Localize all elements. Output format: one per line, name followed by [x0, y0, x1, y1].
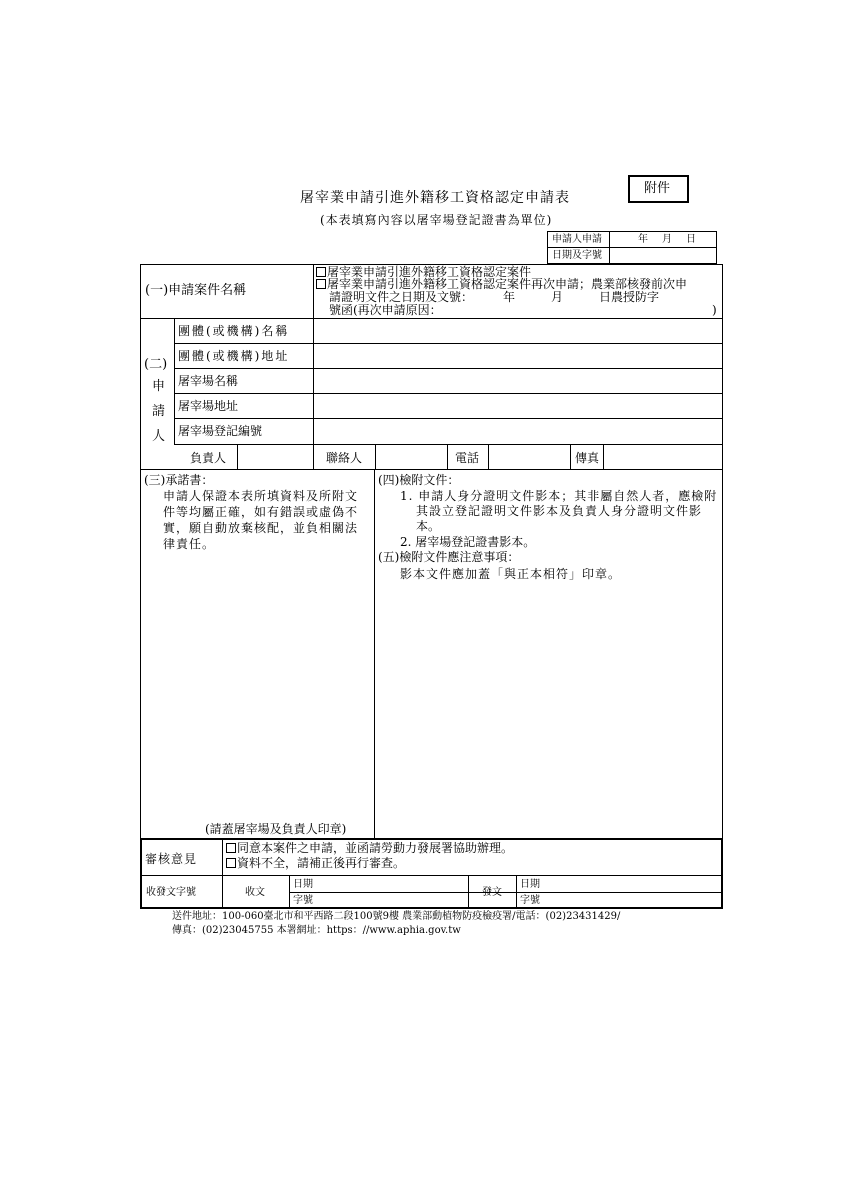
section2-label-char-3: 人	[152, 429, 166, 444]
date-box-label-1: 申請人申請	[552, 234, 602, 245]
section3-line3: 實，願自動放棄核配，並負相關法	[163, 521, 359, 535]
section4-item2: 2. 屠宰場登記證書影本。	[400, 535, 536, 549]
section4-label: (四)檢附文件：	[378, 473, 460, 487]
footer-address: 送件地址：100-060臺北市和平西路二段100號9樓 農業部動植物防疫檢疫署/電話：(02)23431429/	[172, 911, 621, 922]
section1-option2[interactable]	[316, 277, 687, 291]
phone-label: 電話	[455, 451, 480, 465]
contact-person-label: 聯絡人	[326, 451, 363, 465]
section1-option1-text: 屠宰業申請引進外籍移工資格認定案件	[327, 265, 532, 279]
doc-number-label: 收發文字號	[146, 887, 196, 898]
org-name-field[interactable]	[318, 324, 718, 340]
section3-line4: 律責任。	[163, 537, 216, 551]
section4-item1-line2: 其設立登記證明文件影本及負責人身分證明文件影	[416, 504, 703, 518]
section3-line1: 申請人保證本表所填資料及所附文	[163, 489, 359, 503]
org-address-field[interactable]	[318, 349, 718, 365]
date-box-label-2: 日期及字號	[552, 250, 602, 261]
attachment-label: 附件	[644, 181, 671, 196]
section1-option2-end: )	[712, 303, 717, 317]
section1-option2-text: 屠宰業申請引進外籍移工資格認定案件再次申請；農業部核發前次申	[327, 277, 688, 291]
section4-item1-line3: 本。	[416, 519, 441, 533]
slaughterhouse-name-field[interactable]	[318, 374, 718, 390]
org-name-label: 團體(或機構)名稱	[178, 324, 290, 338]
section2-label-char-2: 請	[152, 404, 166, 419]
section4-item1-line1: 1. 申請人身分證明文件影本；其非屬自然人者，應檢附	[400, 489, 718, 503]
attachment-label-box	[628, 175, 689, 203]
slaughterhouse-registration-field[interactable]	[318, 424, 718, 440]
sent-number-label: 字號	[520, 895, 540, 906]
section3-line2: 件等均屬正確，如有錯誤或虛偽不	[163, 505, 359, 519]
received-date-label: 日期	[293, 879, 313, 890]
slaughterhouse-name-label: 屠宰場名稱	[178, 374, 239, 388]
section1-option2-line2: 請證明文件之日期及文號： 年 月 日農授防字	[329, 290, 660, 304]
footer-fax-website: 傳真：(02)23045755 本署網址：https：//www.aphia.gov.tw	[172, 925, 461, 936]
org-address-label: 團體(或機構)地址	[178, 349, 290, 363]
owner-label: 負責人	[190, 451, 227, 465]
seal-note: (請蓋屠宰場及負責人印章)	[205, 822, 347, 836]
review-option-incomplete[interactable]	[226, 856, 405, 870]
section2-label-number: (二)	[144, 357, 168, 372]
page-title: 屠宰業申請引進外籍移工資格認定申請表	[300, 190, 570, 206]
fax-label: 傳真	[575, 451, 600, 465]
section1-option2-line3: 號函(再次申請原因：	[329, 303, 442, 317]
review-option-incomplete-text: 資料不全，請補正後再行審查。	[237, 856, 406, 870]
sent-date-label: 日期	[520, 879, 540, 890]
sent-label: 發文	[482, 887, 502, 898]
received-label: 收文	[245, 887, 265, 898]
page-subtitle: (本表填寫內容以屠宰場登記證書為單位)	[320, 213, 553, 227]
section5-line1: 影本文件應加蓋「與正本相符」印章。	[400, 567, 622, 581]
review-label: 審核意見	[145, 852, 198, 866]
section1-label: (一)申請案件名稱	[145, 283, 247, 298]
section3-label: (三)承諾書：	[144, 473, 214, 487]
section2-label-char-1: 申	[152, 379, 166, 394]
application-date-value[interactable]: 年 月 日	[638, 234, 698, 245]
review-checkbox-incomplete[interactable]	[226, 858, 236, 868]
review-checkbox-approve[interactable]	[226, 843, 236, 853]
received-number-label: 字號	[293, 895, 313, 906]
section5-label: (五)檢附文件應注意事項：	[378, 550, 520, 564]
section1-checkbox-1[interactable]	[316, 267, 326, 277]
review-option-approve[interactable]	[226, 841, 513, 855]
slaughterhouse-address-field[interactable]	[318, 399, 718, 415]
section1-checkbox-2[interactable]	[316, 279, 326, 289]
slaughterhouse-address-label: 屠宰場地址	[178, 399, 239, 413]
review-option-approve-text: 同意本案件之申請，並函請勞動力發展署協助辦理。	[237, 841, 514, 855]
application-date-box	[547, 231, 717, 264]
slaughterhouse-registration-label: 屠宰場登記編號	[178, 424, 263, 438]
